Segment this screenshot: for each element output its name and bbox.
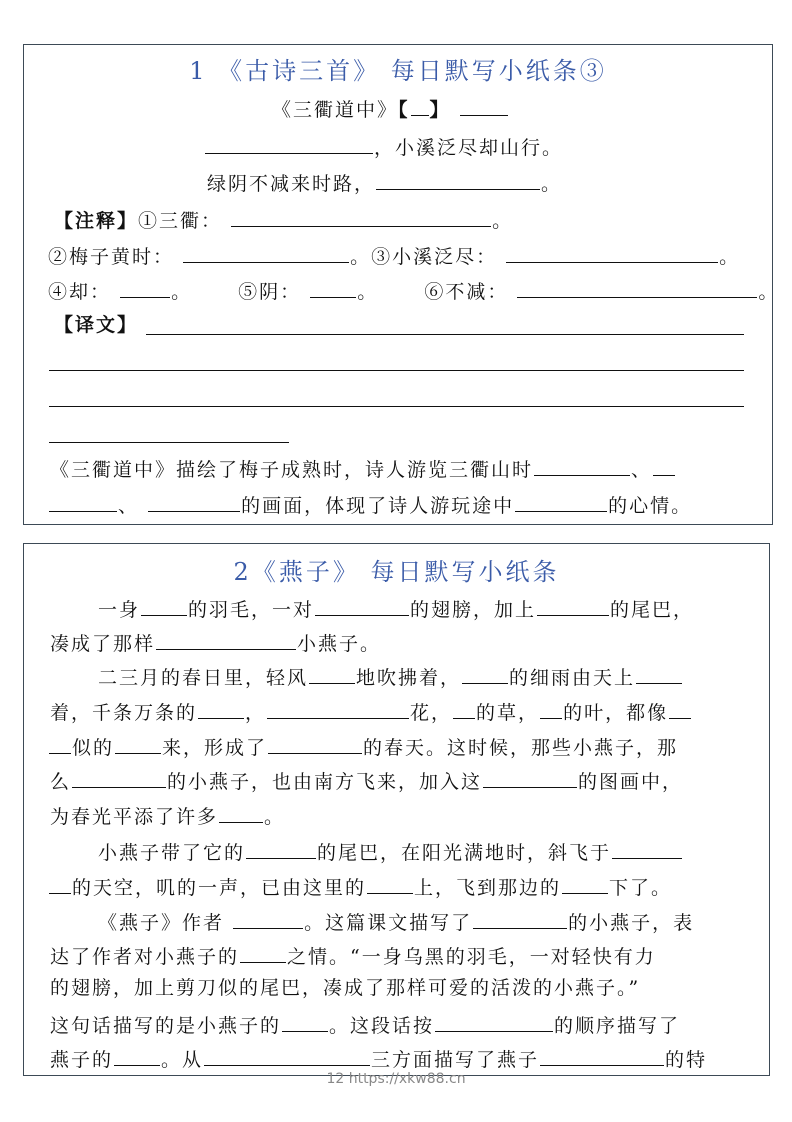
blank[interactable] bbox=[315, 595, 409, 616]
summary-line-2: 、 的画面，体现了诗人游玩途中 的心情。 bbox=[48, 491, 692, 518]
para3-line2: 的天空，叽的一声，已由这里的 上，飞到那边的 下了。 bbox=[48, 873, 672, 900]
blank[interactable] bbox=[141, 595, 187, 616]
summary-blank-1[interactable] bbox=[534, 455, 630, 476]
translation-label: 【译文】 bbox=[54, 314, 139, 336]
blank[interactable] bbox=[156, 629, 296, 650]
section-2-card bbox=[23, 543, 770, 1076]
note-row-2: ②梅子黄时： 。③小溪泛尽： 。 bbox=[48, 242, 740, 269]
blank[interactable] bbox=[537, 595, 609, 616]
note-row-3: ④却： 。 ⑤阴： 。 ⑥不减： 。 bbox=[48, 277, 779, 304]
note1-blank[interactable] bbox=[231, 206, 491, 227]
summary-blank-2a[interactable] bbox=[653, 455, 675, 476]
section-2-title: 2《燕子》 每日默写小纸条 bbox=[233, 558, 560, 586]
note2-blank[interactable] bbox=[183, 242, 349, 263]
note5-blank[interactable] bbox=[310, 277, 356, 298]
section-1-card bbox=[23, 44, 780, 525]
para4-line1: 《燕子》作者 。这篇课文描写了 的小燕子，表 bbox=[98, 908, 694, 935]
blank[interactable] bbox=[233, 908, 303, 929]
blank[interactable] bbox=[473, 908, 567, 929]
blank[interactable] bbox=[72, 767, 166, 788]
para2-line3: 似的 来，形成了 的春天。这时候，那些小燕子，那 bbox=[48, 733, 678, 760]
blank[interactable] bbox=[49, 733, 71, 754]
section-1-title: 1 《古诗三首》 每日默写小纸条③ bbox=[189, 57, 607, 85]
page-footer: 12 https://xkw88.cn bbox=[326, 1071, 466, 1087]
author-blank[interactable] bbox=[460, 95, 508, 116]
dynasty-blank[interactable] bbox=[411, 95, 429, 116]
blank[interactable] bbox=[453, 698, 475, 719]
blank[interactable] bbox=[669, 698, 691, 719]
poem-title: 《三衢道中》 bbox=[272, 99, 399, 121]
blank[interactable] bbox=[562, 873, 608, 894]
poem-title-line: 《三衢道中》【 】 bbox=[272, 95, 509, 122]
blank[interactable] bbox=[267, 698, 409, 719]
summary-line-1: 《三衢道中》描绘了梅子成熟时，诗人游览三衢山时 、 bbox=[50, 455, 676, 482]
para4-line5: 燕子的 。从 三方面描写了燕子 的特 bbox=[50, 1045, 707, 1072]
blank[interactable] bbox=[636, 663, 682, 684]
note-row-1: 【注释】①三衢： 。 bbox=[54, 206, 513, 233]
blank[interactable] bbox=[268, 733, 362, 754]
blank[interactable] bbox=[219, 802, 263, 823]
blank[interactable] bbox=[540, 1045, 664, 1066]
blank[interactable] bbox=[367, 873, 413, 894]
summary-blank-4[interactable] bbox=[515, 491, 607, 512]
translation-line-2[interactable] bbox=[49, 370, 744, 371]
blank[interactable] bbox=[462, 663, 508, 684]
para4-line2: 达了作者对小燕子的 之情。“一身乌黑的羽毛，一对轻快有力 bbox=[50, 942, 656, 969]
para2-line4: 么 的小燕子，也由南方飞来，加入这 的图画中， bbox=[50, 767, 683, 794]
blank[interactable] bbox=[612, 838, 682, 859]
para2-line5: 为春光平添了许多 。 bbox=[50, 802, 285, 829]
para1-line2: 凑成了那样 小燕子。 bbox=[50, 629, 381, 656]
blank[interactable] bbox=[114, 1045, 160, 1066]
note3-blank[interactable] bbox=[506, 242, 718, 263]
para4-line3: 的翅膀，加上剪刀似的尾巴，凑成了那样可爱的活泼的小燕子。” bbox=[50, 977, 641, 999]
blank[interactable] bbox=[309, 663, 355, 684]
blank[interactable] bbox=[282, 1011, 328, 1032]
summary-blank-2b[interactable] bbox=[49, 491, 117, 512]
note6-blank[interactable] bbox=[517, 277, 757, 298]
blank[interactable] bbox=[198, 698, 244, 719]
blank[interactable] bbox=[540, 698, 562, 719]
para4-line4: 这句话描写的是小燕子的 。这段话按 的顺序描写了 bbox=[50, 1011, 680, 1038]
poem-line-1: ，小溪泛尽却山行。 bbox=[204, 133, 563, 160]
blank[interactable] bbox=[49, 873, 71, 894]
poem-line1-blank[interactable] bbox=[205, 133, 373, 154]
poem-line2-blank[interactable] bbox=[376, 169, 540, 190]
blank[interactable] bbox=[240, 942, 286, 963]
translation-line-4[interactable] bbox=[49, 442, 289, 443]
para2-line1: 二三月的春日里，轻风 地吹拂着， 的细雨由天上 bbox=[98, 663, 683, 690]
blank[interactable] bbox=[246, 838, 316, 859]
para1-line1: 一身 的羽毛，一对 的翅膀，加上 的尾巴， bbox=[98, 595, 694, 622]
poem-line-2: 绿阴不减来时路， 。 bbox=[207, 169, 562, 196]
blank[interactable] bbox=[115, 733, 161, 754]
summary-blank-3[interactable] bbox=[148, 491, 240, 512]
blank[interactable] bbox=[483, 767, 577, 788]
blank[interactable] bbox=[435, 1011, 553, 1032]
translation-line-1[interactable] bbox=[146, 334, 744, 335]
para2-line2: 着，千条万条的 ， 花， 的草， 的叶，都像 bbox=[50, 698, 692, 725]
para3-line1: 小燕子带了它的 的尾巴，在阳光满地时，斜飞于 bbox=[98, 838, 683, 865]
blank[interactable] bbox=[204, 1045, 370, 1066]
translation-line-3[interactable] bbox=[49, 406, 744, 407]
note4-blank[interactable] bbox=[120, 277, 170, 298]
